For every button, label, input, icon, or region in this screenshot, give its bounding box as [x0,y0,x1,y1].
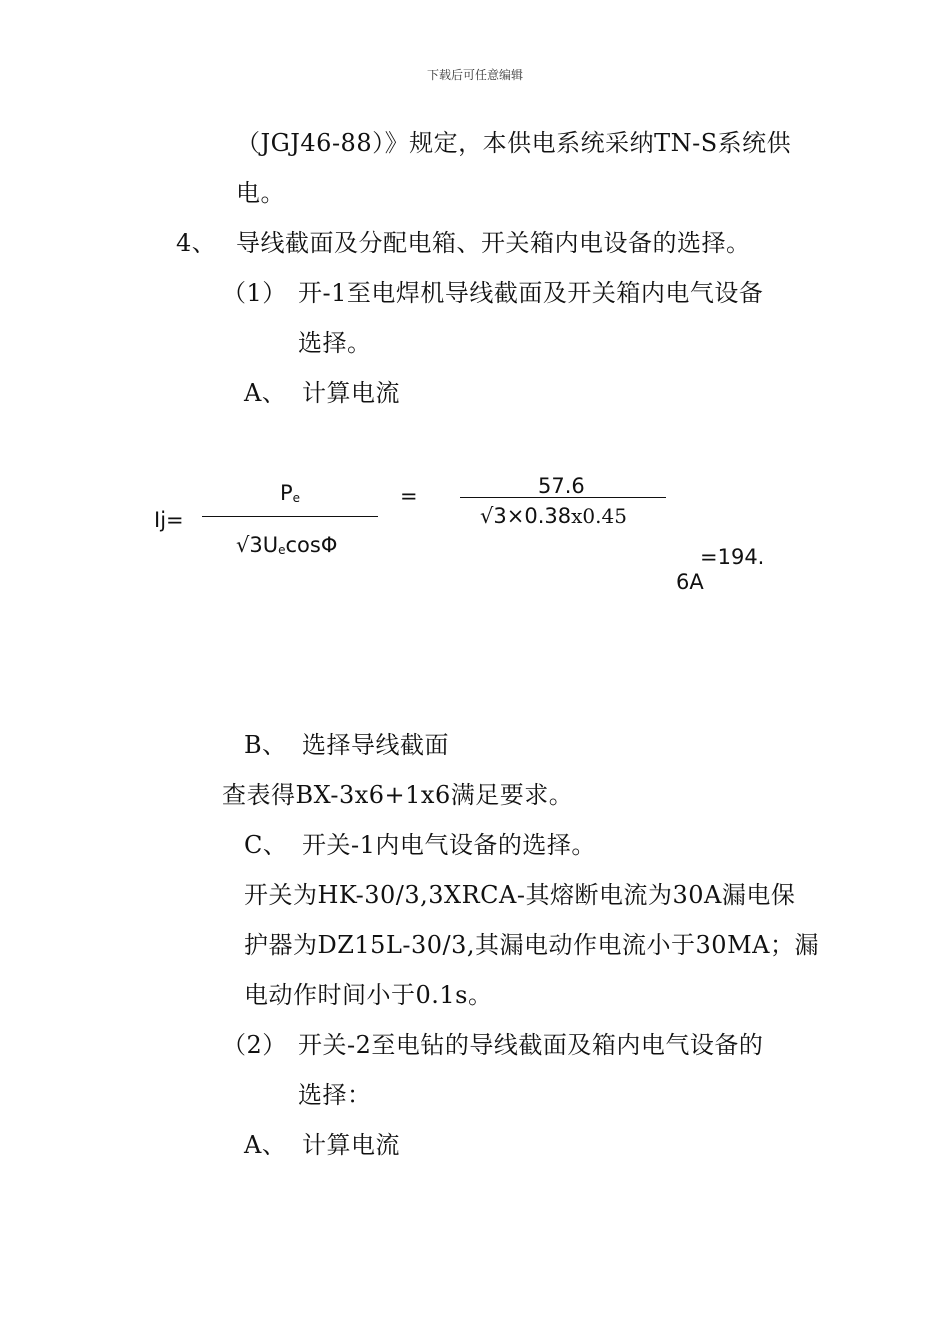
formula-numerator-value: 57.6 [538,474,585,498]
paragraph-line: 电。 [236,179,285,207]
step-title: 开关-1内电气设备的选择。 [302,831,596,859]
step-title: 计算电流 [302,379,400,407]
item-heading: 导线截面及分配电箱、开关箱内电设备的选择。 [236,229,751,257]
step-title: 计算电流 [302,1131,400,1159]
formula-result-cont: 6A [676,570,704,594]
subitem-heading: 选择： [298,1081,372,1109]
formula-lhs: Ij= [154,508,184,532]
fraction-bar [460,497,666,498]
subitem-heading: 选择。 [298,329,372,357]
formula-denominator: √3UecosΦ [236,533,338,557]
paragraph-line: 查表得BX-3x6+1x6满足要求。 [222,781,574,809]
page-header: 下载后可任意编辑 [426,68,523,82]
subitem-heading: 开-1至电焊机导线截面及开关箱内电气设备 [298,279,764,307]
step-label: A、 [244,379,287,407]
paragraph-line: 电动作时间小于0.1s。 [244,981,493,1009]
fraction-bar [202,516,378,517]
paragraph-line: （JGJ46-88）》规定，本供电系统采纳TN-S系统供 [236,129,792,157]
step-label: B、 [244,731,287,759]
formula-denominator-value: √3×0.38x0.45 [480,504,627,528]
subitem-number: （1） [222,279,287,307]
formula-equals: = [400,484,418,508]
formula-result: =194. [700,545,765,569]
step-title: 选择导线截面 [302,731,449,759]
step-label: A、 [244,1131,287,1159]
subitem-number: （2） [222,1031,287,1059]
paragraph-line: 开关为HK-30/3,3XRCA-其熔断电流为30A漏电保 [244,881,796,909]
subitem-heading: 开关-2至电钻的导线截面及箱内电气设备的 [298,1031,764,1059]
step-label: C、 [244,831,288,859]
formula-numerator: Pe [280,481,301,505]
item-number: 4、 [176,229,217,257]
paragraph-line: 护器为DZ15L-30/3,其漏电动作电流小于30MA；漏 [244,931,819,959]
